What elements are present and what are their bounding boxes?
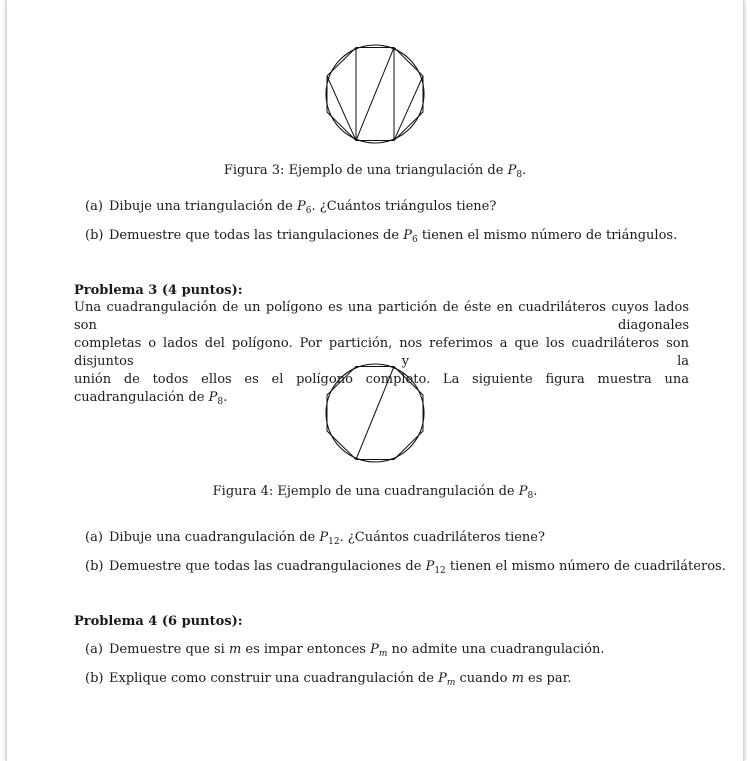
problem-4-item-a: (a) Demuestre que si m es impar entonces $P_m$ no admite una cuadrangulación. <box>85 642 605 659</box>
problem-3-line-2: completas o lados del polígono. Por partición, nos referimos a que los cuadriláteros son disjuntos y la <box>74 336 689 369</box>
problem-3-line-1: Una cuadrangulación de un polígono es una partición de éste en cuadriláteros cuyos lados son diagonales <box>74 300 689 333</box>
problem-3-line-3: unión de todos ellos es el polígono completo. La siguiente figura muestra una cuadrangulación de $P_8$. <box>74 372 689 407</box>
part1-item-a: (a) Dibuje una triangulación de $P_6$. ¿Cuántos triángulos tiene? <box>85 199 497 216</box>
figure-4-caption: Figura 4: Ejemplo de una cuadrangulación de $P_8$. <box>212 484 538 501</box>
figure-3-caption: Figura 3: Ejemplo de una triangulación de $P_8$. <box>223 163 527 180</box>
part1-item-b: (b) Demuestre que todas las triangulaciones de $P_6$ tienen el mismo número de triángulos. <box>85 228 678 245</box>
problem-4-heading: Problema 4 (6 puntos): <box>74 614 243 629</box>
figure-4-quadrangulation-diagram <box>319 361 431 465</box>
document-page <box>6 0 744 761</box>
figure-3-triangulation-diagram <box>319 42 431 146</box>
problem-4-item-b: (b) Explique como construir una cuadrangulación de $P_m$ cuando m es par. <box>85 671 572 688</box>
part2-item-a: (a) Dibuje una cuadrangulación de $P_{12}$. ¿Cuántos cuadriláteros tiene? <box>85 530 545 547</box>
part2-item-b: (b) Demuestre que todas las cuadrangulaciones de $P_{12}$ tienen el mismo número de cuadriláteros. <box>85 559 726 576</box>
problem-3-heading: Problema 3 (4 puntos): <box>74 283 243 298</box>
